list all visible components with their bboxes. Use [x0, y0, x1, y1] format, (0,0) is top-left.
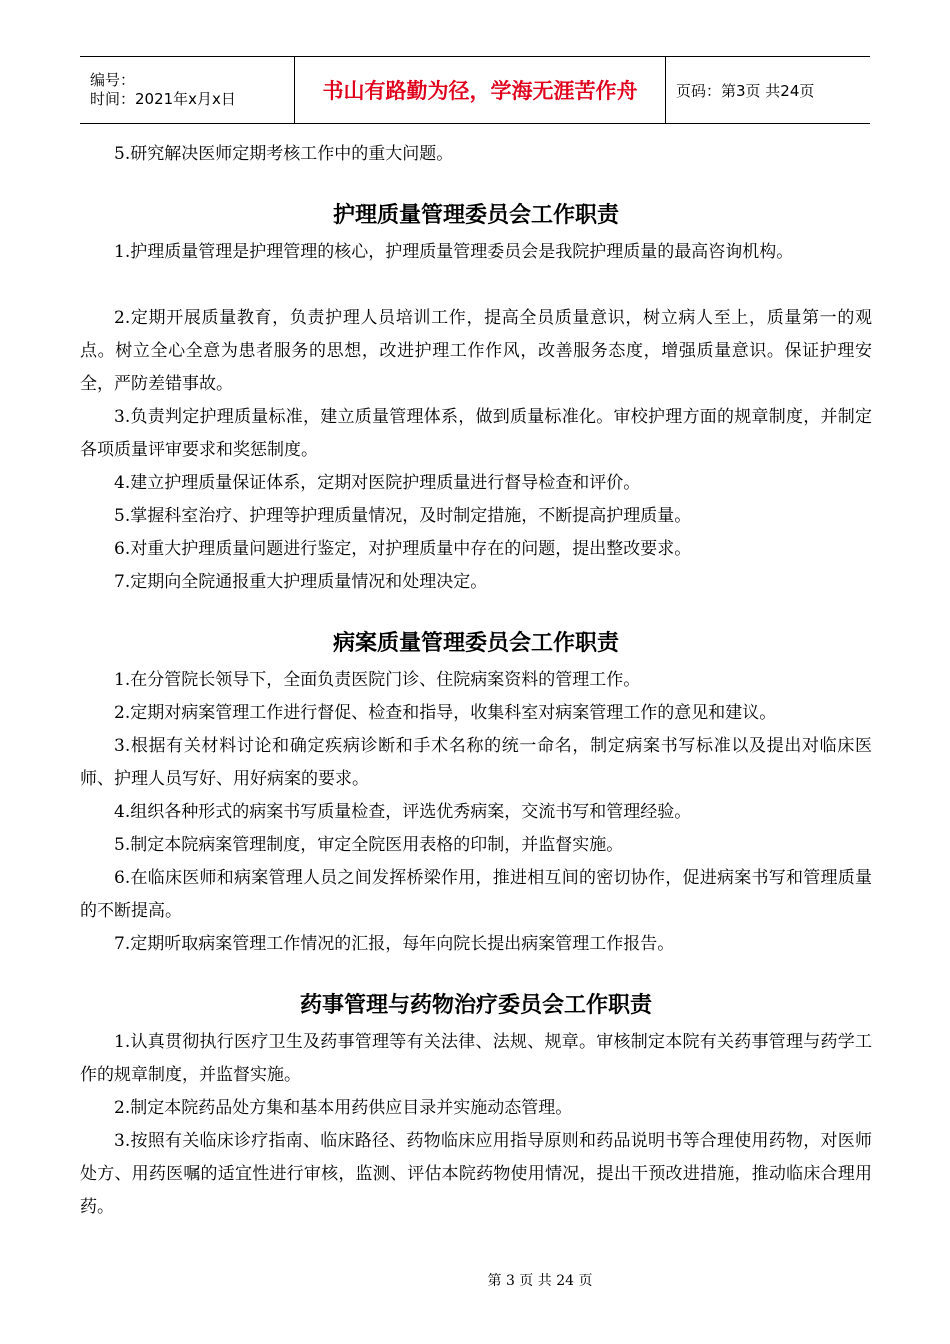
header-page-info: 页码：第3页 共24页 [666, 57, 871, 124]
records-item-5: 5.制定本院病案管理制度，审定全院医用表格的印制，并监督实施。 [114, 835, 624, 855]
pharmacy-item-1: 1.认真贯彻执行医疗卫生及药事管理等有关法律、法规、规章。审核制定本院有关药事管理与药学工作的规章制度，并监督实施。 [80, 1032, 872, 1085]
document-body [80, 138, 872, 1224]
nursing-item-5: 5.掌握科室治疗、护理等护理质量情况，及时制定措施，不断提高护理质量。 [114, 506, 692, 526]
page-header [80, 56, 870, 124]
document-number-label: 编号： [90, 71, 136, 89]
section-title-pharmacy: 药事管理与药物治疗委员会工作职责 [299, 993, 652, 1018]
records-item-1: 1.在分管院长领导下，全面负责医院门诊、住院病案资料的管理工作。 [114, 670, 641, 690]
nursing-item-3: 3.负责判定护理质量标准，建立质量管理体系，做到质量标准化。审校护理方面的规章制度，并制定各项质量评审要求和奖惩制度。 [80, 407, 872, 460]
records-item-4: 4.组织各种形式的病案书写质量检查，评选优秀病案，交流书写和管理经验。 [114, 802, 692, 822]
records-item-7: 7.定期听取病案管理工作情况的汇报，每年向院长提出病案管理工作报告。 [114, 934, 675, 954]
records-item-3: 3.根据有关材料讨论和确定疾病诊断和手术名称的统一命名，制定病案书写标准以及提出对临床医师、护理人员写好、用好病案的要求。 [80, 736, 872, 789]
section-title-nursing: 护理质量管理委员会工作职责 [332, 203, 619, 228]
pharmacy-item-3: 3.按照有关临床诊疗指南、临床路径、药物临床应用指导原则和药品说明书等合理使用药物，对医师处方、用药医嘱的适宜性进行审核，监测、评估本院药物使用情况，提出干预改进措施，推动临床合理用药。 [80, 1131, 872, 1217]
nursing-item-6: 6.对重大护理质量问题进行鉴定，对护理质量中存在的问题，提出整改要求。 [114, 539, 692, 559]
intro-item: 5.研究解决医师定期考核工作中的重大问题。 [114, 144, 454, 164]
header-motto: 书山有路勤为径，学海无涯苦作舟 [295, 57, 666, 124]
nursing-item-1: 1.护理质量管理是护理管理的核心，护理质量管理委员会是我院护理质量的最高咨询机构。 [114, 242, 794, 262]
records-item-6: 6.在临床医师和病案管理人员之间发挥桥梁作用，推进相互间的密切协作，促进病案书写和管理质量的不断提高。 [80, 868, 872, 921]
header-meta-cell [80, 57, 295, 124]
page-footer: 第 3 页 共 24 页 [487, 1273, 593, 1289]
nursing-item-7: 7.定期向全院通报重大护理质量情况和处理决定。 [114, 572, 488, 592]
nursing-item-2: 2.定期开展质量教育，负责护理人员培训工作，提高全员质量意识，树立病人至上，质量第一的观点。树立全心全意为患者服务的思想，改进护理工作作风，改善服务态度，增强质量意识。保证护理安全，严防差错事故。 [80, 308, 872, 394]
pharmacy-item-2: 2.制定本院药品处方集和基本用药供应目录并实施动态管理。 [114, 1098, 573, 1118]
document-time-label: 时间：2021年x月x日 [90, 90, 236, 108]
section-title-medical-records: 病案质量管理委员会工作职责 [332, 631, 619, 656]
nursing-item-4: 4.建立护理质量保证体系，定期对医院护理质量进行督导检查和评价。 [114, 473, 641, 493]
records-item-2: 2.定期对病案管理工作进行督促、检查和指导，收集科室对病案管理工作的意见和建议。 [114, 703, 777, 723]
